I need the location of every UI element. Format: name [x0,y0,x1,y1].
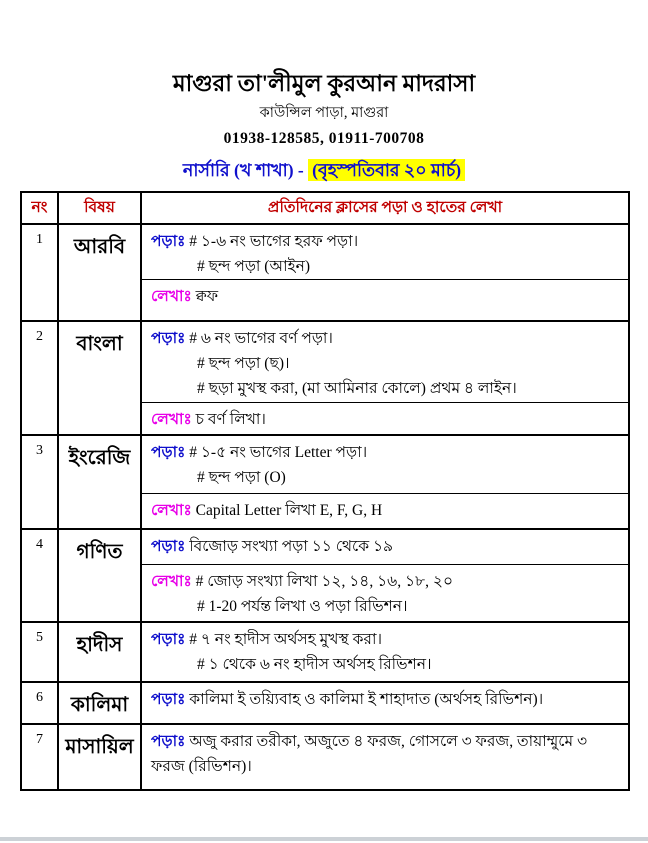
class-date-line [0,157,648,183]
writing-section [142,279,628,311]
reading-line [151,687,620,712]
row-number: 6 [21,682,58,724]
writing-section [142,493,628,525]
table-row [21,224,629,321]
writing-line [151,407,620,432]
reading-line: # ছন্দ পড়া (O) [197,469,286,486]
reading-section [142,623,628,679]
table-row [21,622,629,682]
lesson-cell [141,724,629,790]
reading-section [142,436,628,493]
reading-label: পড়াঃ [151,733,186,750]
subject-name: কালিমা [58,682,141,724]
reading-label: পড়াঃ [151,631,186,648]
row-number: 3 [21,435,58,529]
row-number: 7 [21,724,58,790]
writing-label: লেখাঃ [151,502,192,519]
row-number: 4 [21,529,58,622]
writing-section [142,564,628,621]
table-row [21,435,629,529]
subject-name: ইংরেজি [58,435,141,529]
document-header [0,0,648,183]
school-phone: 01938-128585, 01911-700708 [223,130,425,147]
subject-name: আরবি [58,224,141,321]
class-name: নার্সারি (খ শাখা) - [182,160,309,180]
reading-section [142,225,628,279]
reading-line: # ছন্দ পড়া (ছ)। [197,355,290,372]
reading-text: # ৬ নং ভাগের বর্ণ পড়া। [189,330,333,347]
lesson-table [20,191,630,791]
reading-text: # ১-৫ নং ভাগের Letter পড়া। [189,444,368,461]
writing-label: লেখাঃ [151,411,192,428]
subject-name: মাসায়িল [58,724,141,790]
reading-line [151,229,620,254]
reading-line [151,326,620,351]
reading-line [151,440,620,465]
reading-line [151,729,620,779]
reading-section [142,683,628,714]
table-row [21,529,629,622]
table-header-row [21,192,629,224]
row-number: 5 [21,622,58,682]
table-row [21,724,629,790]
reading-line: # ছড়া মুখস্থ করা, (মা আমিনার কোলে) প্রথম ৪ লাইন। [197,380,517,397]
reading-label: পড়াঃ [151,444,186,461]
subject-name: বাংলা [58,321,141,435]
lesson-cell [141,622,629,682]
writing-label: লেখাঃ [151,573,192,590]
reading-text: বিজোড় সংখ্যা পড়া ১১ থেকে ১৯ [189,538,394,555]
writing-text: চ বর্ণ লিখা। [195,411,266,428]
writing-line: # 1-20 পর্যন্ত লিখা ও পড়া রিভিশন। [197,598,408,615]
writing-label: লেখাঃ [151,288,192,305]
reading-label: পড়াঃ [151,538,186,555]
table-row [21,321,629,435]
reading-label: পড়াঃ [151,691,186,708]
reading-line: # ছন্দ পড়া (আইন) [197,258,311,275]
reading-section [142,322,628,402]
writing-line [151,284,620,309]
reading-text: # ১-৬ নং ভাগের হরফ পড়া। [189,233,359,250]
reading-line [151,534,620,559]
reading-line: # ১ থেকে ৬ নং হাদীস অর্থসহ রিভিশন। [197,656,432,673]
column-header-subject: বিষয় [58,192,141,224]
reading-line [151,627,620,652]
lesson-cell [141,529,629,622]
reading-text: # ৭ নং হাদীস অর্থসহ মুখস্থ করা। [189,631,382,648]
reading-text: অজু করার তরীকা, অজুতে ৪ ফরজ, গোসলে ৩ ফরজ, তায়াম্মুমে ৩ ফরজ (রিভিশন)। [151,733,588,775]
writing-line [151,569,620,594]
viewer-bottom-edge [0,837,648,841]
row-number: 2 [21,321,58,435]
school-address: কাউন্সিল পাড়া, মাগুরা [259,105,389,121]
lesson-cell [141,224,629,321]
reading-text: কালিমা ই তয়্যিবাহ ও কালিমা ই শাহাদাত (অর্থসহ রিভিশন)। [189,691,544,708]
row-number: 1 [21,224,58,321]
writing-text: # জোড় সংখ্যা লিখা ১২, ১৪, ১৬, ১৮, ২০ [195,573,454,590]
lesson-cell [141,321,629,435]
date-badge: (বৃহস্পতিবার ২০ মার্চ) [308,159,465,181]
lesson-cell [141,435,629,529]
lesson-cell [141,682,629,724]
column-header-lessons: প্রতিদিনের ক্লাসের পড়া ও হাতের লেখা [141,192,629,224]
writing-section [142,402,628,434]
table-row [21,682,629,724]
reading-section [142,725,628,781]
subject-name: গণিত [58,529,141,622]
reading-label: পড়াঃ [151,233,186,250]
column-header-no: নং [21,192,58,224]
writing-text: ক্বফ [195,288,219,305]
subject-name: হাদীস [58,622,141,682]
reading-label: পড়াঃ [151,330,186,347]
reading-section [142,530,628,564]
writing-text: Capital Letter লিখা E, F, G, H [195,502,383,519]
school-title: মাগুরা তা'লীমুল কুরআন মাদরাসা [172,71,476,96]
writing-line [151,498,620,523]
